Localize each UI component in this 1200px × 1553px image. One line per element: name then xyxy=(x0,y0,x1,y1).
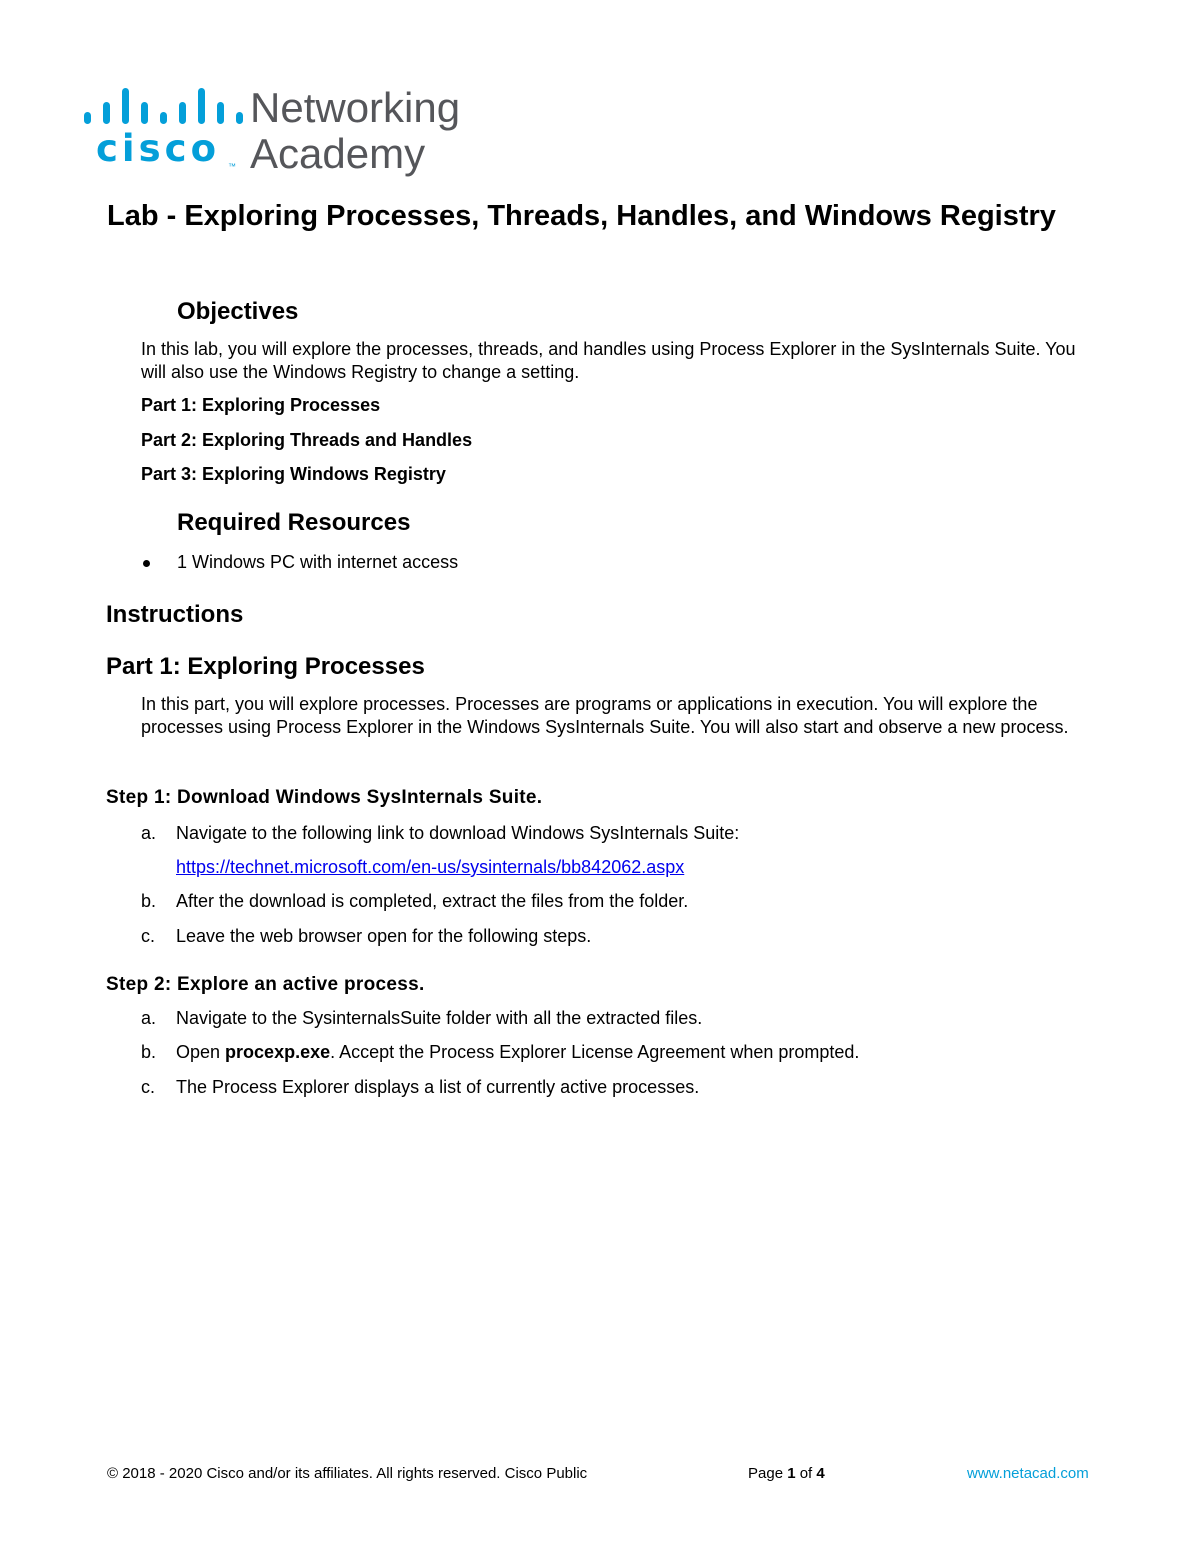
instructions-heading: Instructions xyxy=(106,601,244,628)
cisco-wordmark: cisco xyxy=(96,127,220,170)
step2-heading: Step 2: Explore an active process. xyxy=(106,974,425,995)
page-of: of xyxy=(795,1465,817,1482)
step2-c-text: The Process Explorer displays a list of currently active processes. xyxy=(176,1077,700,1097)
cisco-bars-icon xyxy=(84,88,234,124)
objective-part-1: Part 1: Exploring Processes xyxy=(141,395,381,415)
step1-b-text: After the download is completed, extract the files from the folder. xyxy=(176,891,689,911)
bullet-icon xyxy=(143,560,150,567)
logo-academy: Academy xyxy=(250,130,426,177)
page-current: 1 xyxy=(787,1465,796,1482)
page-label: Page xyxy=(748,1465,788,1482)
resources-heading: Required Resources xyxy=(177,509,411,536)
procexp-filename: procexp.exe xyxy=(225,1042,331,1062)
step2-c-marker: c. xyxy=(141,1077,156,1097)
step1-a-text: Navigate to the following link to download Windows SysInternals Suite: xyxy=(176,823,740,843)
logo-networking: Networking xyxy=(250,84,461,131)
step2-b-pre: Open xyxy=(176,1042,226,1062)
sysinternals-download-link[interactable]: https://technet.microsoft.com/en-us/sysinternals/bb842062.aspx xyxy=(176,857,685,877)
objectives-intro: In this lab, you will explore the processes, threads, and handles using Process Explorer in the SysInternals Suite. You will also use the Windows Registry to change a setting. xyxy=(141,339,1076,382)
part1-heading: Part 1: Exploring Processes xyxy=(106,653,425,680)
step1-c-text: Leave the web browser open for the following steps. xyxy=(176,926,592,946)
objectives-heading: Objectives xyxy=(177,298,299,325)
step1-heading: Step 1: Download Windows SysInternals Suite. xyxy=(106,787,543,808)
step2-a-text: Navigate to the SysinternalsSuite folder with all the extracted files. xyxy=(176,1008,703,1028)
footer-copyright: © 2018 - 2020 Cisco and/or its affiliates. All rights reserved. Cisco Public xyxy=(107,1465,588,1482)
download-link-line xyxy=(176,856,684,879)
resource-item: 1 Windows PC with internet access xyxy=(177,552,459,572)
trademark-mark: ™ xyxy=(228,162,236,171)
step1-a-marker: a. xyxy=(141,823,157,843)
step1-c-marker: c. xyxy=(141,926,156,946)
footer-page-number xyxy=(748,1465,825,1483)
step2-b-marker: b. xyxy=(141,1042,157,1062)
step2-b-text xyxy=(176,1041,859,1064)
page-total: 4 xyxy=(816,1465,825,1482)
step2-a-marker: a. xyxy=(141,1008,157,1028)
step1-b-marker: b. xyxy=(141,891,157,911)
part1-intro: In this part, you will explore processes. Processes are programs or applications in execution. You will explore the processes using Process Explorer in the Windows SysInternals Suite. You will also start and observe a new process. xyxy=(141,694,1069,737)
objective-part-2: Part 2: Exploring Threads and Handles xyxy=(141,430,473,450)
step2-b-post: . Accept the Process Explorer License Agreement when prompted. xyxy=(330,1042,860,1062)
page-title: Lab - Exploring Processes, Threads, Handles, and Windows Registry xyxy=(107,200,1056,232)
objective-part-3: Part 3: Exploring Windows Registry xyxy=(141,464,446,484)
cisco-networking-academy-logo xyxy=(84,86,484,186)
footer-site xyxy=(967,1465,1089,1483)
netacad-link[interactable]: www.netacad.com xyxy=(967,1465,1089,1482)
